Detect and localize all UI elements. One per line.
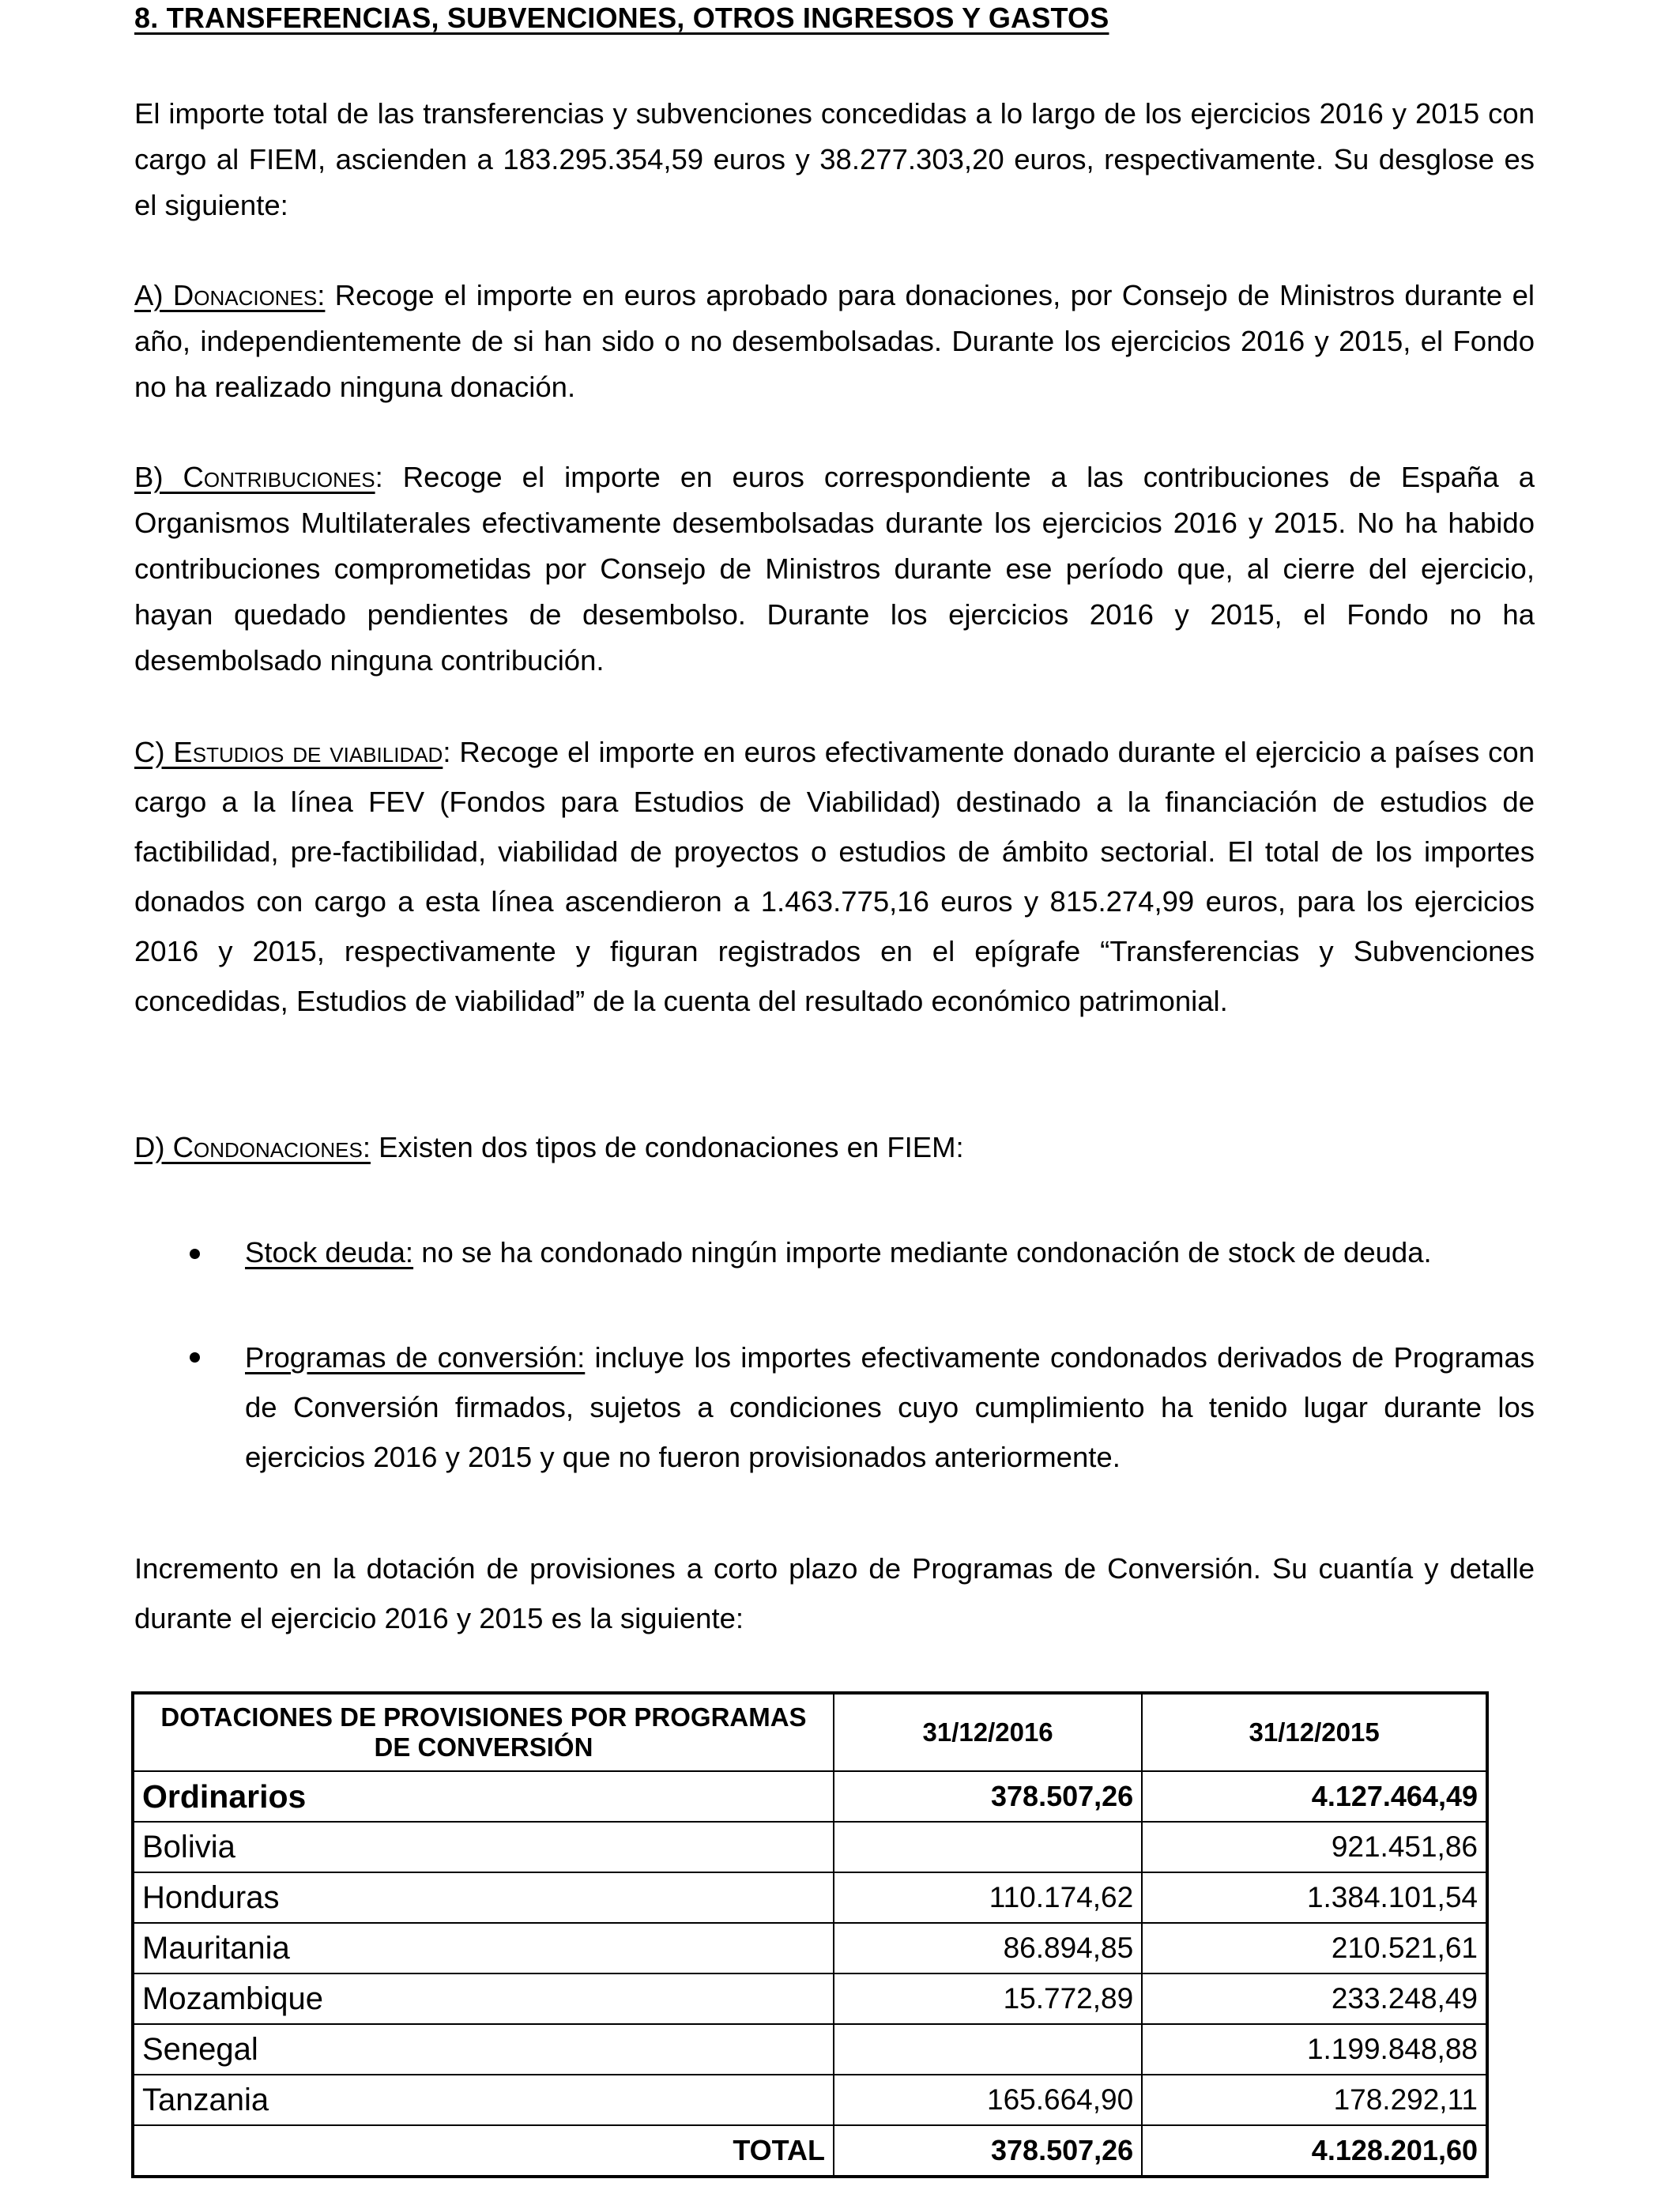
bullet-dot-icon — [190, 1249, 200, 1259]
value-2015-cell: 1.384.101,54 — [1142, 1872, 1487, 1923]
bullet-dot-icon — [190, 1352, 200, 1363]
estudios-paragraph — [134, 727, 1535, 1026]
condonaciones-paragraph — [134, 1125, 1535, 1171]
programas-conversion-text: incluye los importes efectivamente condonados derivados de Programas de Conversión firmados, sujetos a condiciones cuyo cumplimiento ha tenido lugar durante los ejercicios 2016 y 2015 y que no fueron provisionados anteriormente. — [245, 1341, 1535, 1473]
header-2015: 31/12/2015 — [1142, 1693, 1487, 1771]
group-2016: 378.507,26 — [834, 1771, 1142, 1822]
stock-deuda-text: no se ha condonado ningún importe mediante condonación de stock de deuda. — [413, 1236, 1432, 1269]
condonaciones-label: D) Condonaciones: — [134, 1131, 371, 1163]
value-2015-cell: 178.292,11 — [1142, 2075, 1487, 2125]
country-cell: Tanzania — [133, 2075, 834, 2125]
value-2015-cell: 233.248,49 — [1142, 1973, 1487, 2024]
value-2016-cell — [834, 1822, 1142, 1872]
header-concept: DOTACIONES DE PROVISIONES POR PROGRAMAS DE CONVERSIÓN — [133, 1693, 834, 1771]
table-row — [133, 2075, 1487, 2125]
country-cell: Senegal — [133, 2024, 834, 2075]
contribuciones-paragraph — [134, 454, 1535, 684]
table-row — [133, 1923, 1487, 1973]
total-2016: 378.507,26 — [834, 2125, 1142, 2177]
table-row — [133, 2024, 1487, 2075]
value-2016-cell: 86.894,85 — [834, 1923, 1142, 1973]
condonaciones-text: Existen dos tipos de condonaciones en FIEM: — [370, 1131, 964, 1163]
value-2016-cell: 110.174,62 — [834, 1872, 1142, 1923]
country-cell: Honduras — [133, 1872, 834, 1923]
country-cell: Mozambique — [133, 1973, 834, 2024]
table-row-ordinarios — [133, 1771, 1487, 1822]
table-row-total — [133, 2125, 1487, 2177]
value-2016-cell — [834, 2024, 1142, 2075]
value-2015-cell: 1.199.848,88 — [1142, 2024, 1487, 2075]
stock-deuda-label: Stock deuda: — [245, 1236, 414, 1269]
value-2015-cell: 210.521,61 — [1142, 1923, 1487, 1973]
intro-paragraph: El importe total de las transferencias y subvenciones concedidas a lo largo de los ejercicios 2016 y 2015 con cargo al FIEM, ascienden a 183.295.354,59 euros y 38.277.303,20 euros, respectivamente. Su desglose es el siguiente: — [134, 97, 1535, 221]
donaciones-label: A) Donaciones: — [134, 279, 326, 311]
total-label: TOTAL — [133, 2125, 834, 2177]
table-intro-paragraph: Incremento en la dotación de provisiones a corto plazo de Programas de Conversión. Su cuantía y detalle durante el ejercicio 2016 y 2015 es la siguiente: — [134, 1552, 1535, 1634]
donaciones-paragraph — [134, 273, 1535, 410]
group-label: Ordinarios — [133, 1771, 834, 1822]
estudios-text: : Recoge el importe en euros efectivamente donado durante el ejercicio a países con cargo a la línea FEV (Fondos para Estudios de Viabilidad) destinado a la financiación de estudios de factibilidad, pre-factibilidad, viabilidad de proyectos o estudios de ámbito sectorial. El total de los importes donados con cargo a esta línea ascendieron a 1.463.775,16 euros y 815.274,99 euros, para los ejercicios 2016 y 2015, respectivamente y figuran registrados en el epígrafe “Transferencias y Subvenciones concedidas, Estudios de viabilidad” de la cuenta del resultado económico patrimonial. — [134, 736, 1535, 1017]
table-row — [133, 1822, 1487, 1872]
table-header-row — [133, 1693, 1487, 1771]
table-row — [133, 1973, 1487, 2024]
contribuciones-label: B) Contribuciones — [134, 461, 375, 493]
donaciones-text: Recoge el importe en euros aprobado para donaciones, por Consejo de Ministros durante el año, independientemente de si han sido o no desembolsadas. Durante los ejercicios 2016 y 2015, el Fondo no ha realizado ninguna donación. — [134, 279, 1535, 403]
value-2016-cell: 15.772,89 — [834, 1973, 1142, 2024]
provisions-table — [131, 1691, 1489, 2178]
programas-conversion-label: Programas de conversión: — [245, 1341, 586, 1374]
header-2016: 31/12/2016 — [834, 1693, 1142, 1771]
total-2015: 4.128.201,60 — [1142, 2125, 1487, 2177]
country-cell: Mauritania — [133, 1923, 834, 1973]
value-2015-cell: 921.451,86 — [1142, 1822, 1487, 1872]
country-cell: Bolivia — [133, 1822, 834, 1872]
group-2015: 4.127.464,49 — [1142, 1771, 1487, 1822]
table-row — [133, 1872, 1487, 1923]
contribuciones-text: : Recoge el importe en euros correspondiente a las contribuciones de España a Organismos Multilaterales efectivamente desembolsadas durante los ejercicios 2016 y 2015. No ha habido contribuciones comprometidas por Consejo de Ministros durante ese período que, al cierre del ejercicio, hayan quedado pendientes de desembolso. Durante los ejercicios 2016 y 2015, el Fondo no ha desembolsado ninguna contribución. — [134, 461, 1535, 677]
value-2016-cell: 165.664,90 — [834, 2075, 1142, 2125]
section-heading: 8. TRANSFERENCIAS, SUBVENCIONES, OTROS INGRESOS Y GASTOS — [134, 2, 1109, 34]
estudios-label: C) Estudios de viabilidad — [134, 736, 443, 768]
